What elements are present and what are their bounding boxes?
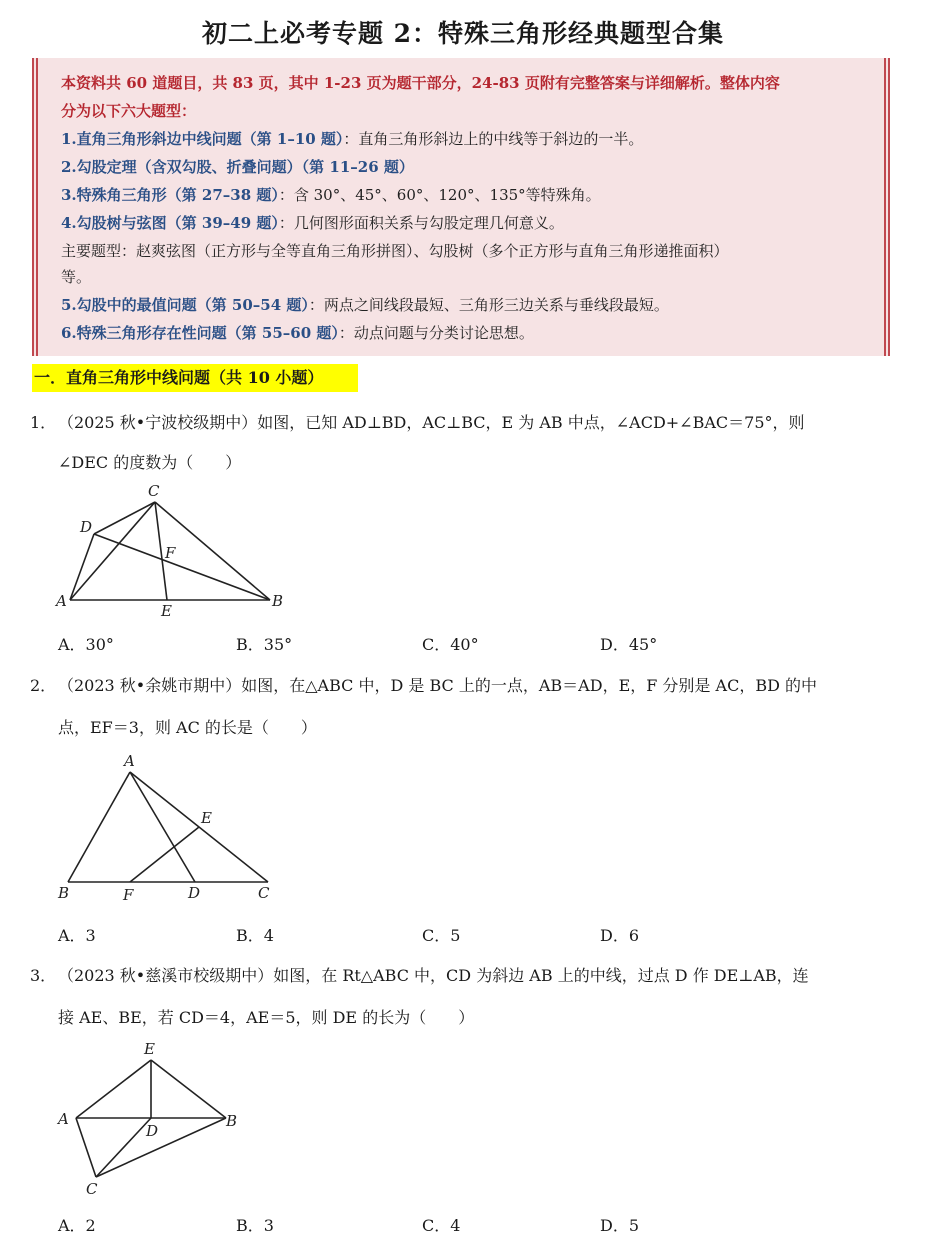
option-c[interactable]: C．40°	[422, 635, 479, 654]
figure-label: D	[188, 884, 201, 902]
intro-summary-line1: 本资料共 60 道题目，共 83 页，其中 1-23 页为题干部分，24-83 页附有完整答案与详细解析。整体内容	[61, 74, 780, 92]
figure-label: C	[86, 1180, 98, 1198]
option-c[interactable]: C．4	[422, 1216, 461, 1235]
option-d[interactable]: D．5	[600, 1216, 640, 1235]
figure-label: B	[58, 884, 70, 902]
question-text-line1: （2023 秋•余姚市期中）如图，在△ABC 中，D 是 BC 上的一点，AB＝AD，E，F 分别是 AC，BD 的中	[58, 676, 817, 695]
figure-label: A	[124, 752, 135, 770]
topic-desc: ：直角三角形斜边上的中线等于斜边的一半。	[343, 130, 644, 148]
figure-q1	[50, 480, 300, 620]
question-text-line2: ∠DEC 的度数为（ ）	[58, 453, 242, 472]
figure-label: F	[123, 886, 134, 904]
figure-q3	[50, 1038, 260, 1198]
topic-4	[61, 212, 564, 233]
option-d[interactable]: D．6	[600, 926, 640, 945]
question-text-line2: 接 AE、BE，若 CD＝4，AE＝5，则 DE 的长为（ ）	[58, 1008, 475, 1027]
topic-label: 6.特殊三角形存在性问题（第 55–60 题）	[61, 324, 339, 342]
topic-3	[61, 184, 601, 205]
question-number: 1．	[30, 413, 57, 432]
figure-label: A	[58, 1110, 69, 1128]
option-a[interactable]: A．2	[58, 1216, 96, 1235]
topic-desc: ：含 30°、45°、60°、120°、135°等特殊角。	[278, 186, 601, 204]
question-number: 2．	[30, 676, 57, 695]
figure-label: C	[148, 482, 160, 500]
option-a[interactable]: A．30°	[58, 635, 114, 654]
topic-desc: ：动点问题与分类讨论思想。	[338, 324, 534, 342]
figure-label: E	[144, 1040, 155, 1058]
topic-5	[61, 294, 669, 315]
figure-label: D	[146, 1122, 159, 1140]
question-text-line1: （2025 秋•宁波校级期中）如图，已知 AD⊥BD，AC⊥BC，E 为 AB 中点，∠ACD+∠BAC＝75°，则	[58, 413, 805, 432]
figure-label: B	[272, 592, 284, 610]
figure-label: E	[201, 809, 212, 827]
topic-desc: ：几何图形面积关系与勾股定理几何意义。	[278, 214, 564, 232]
topic-note-line2: 等。	[61, 268, 92, 286]
option-b[interactable]: B．3	[236, 1216, 274, 1235]
figure-label: D	[80, 518, 93, 536]
figure-q2	[50, 748, 290, 908]
figure-label: B	[226, 1112, 238, 1130]
topic-desc: ：两点之间线段最短、三角形三边关系与垂线段最短。	[308, 296, 669, 314]
topic-note-line1: 主要题型：赵爽弦图（正方形与全等直角三角形拼图）、勾股树（多个正方形与直角三角形递推面积）	[61, 242, 729, 260]
option-d[interactable]: D．45°	[600, 635, 658, 654]
topic-6	[61, 322, 534, 343]
question-text-line2: 点，EF＝3，则 AC 的长是（ ）	[58, 718, 317, 737]
topic-label: 3.特殊角三角形（第 27–38 题）	[61, 186, 279, 204]
section-heading: 一．直角三角形中线问题（共 10 小题）	[32, 364, 358, 392]
topic-label: 4.勾股树与弦图（第 39–49 题）	[61, 214, 279, 232]
figure-label: C	[258, 884, 270, 902]
option-b[interactable]: B．35°	[236, 635, 293, 654]
option-a[interactable]: A．3	[58, 926, 96, 945]
topic-label: 5.勾股中的最值问题（第 50–54 题）	[61, 296, 309, 314]
figure-label: E	[161, 602, 172, 620]
topic-1	[61, 128, 643, 149]
option-b[interactable]: B．4	[236, 926, 274, 945]
topic-2	[61, 156, 414, 177]
page-title: 初二上必考专题 2：特殊三角形经典题型合集	[201, 19, 725, 48]
intro-summary-line2: 分为以下六大题型：	[61, 102, 197, 120]
question-text-line1: （2023 秋•慈溪市校级期中）如图，在 Rt△ABC 中，CD 为斜边 AB 上的中线，过点 D 作 DE⊥AB，连	[58, 966, 809, 985]
figure-label: A	[56, 592, 67, 610]
intro-box	[32, 58, 890, 356]
option-c[interactable]: C．5	[422, 926, 461, 945]
topic-label: 2.勾股定理（含双勾股、折叠问题）（第 11–26 题）	[61, 158, 414, 176]
question-number: 3．	[30, 966, 57, 985]
figure-label: F	[165, 544, 176, 562]
topic-label: 1.直角三角形斜边中线问题（第 1–10 题）	[61, 130, 344, 148]
